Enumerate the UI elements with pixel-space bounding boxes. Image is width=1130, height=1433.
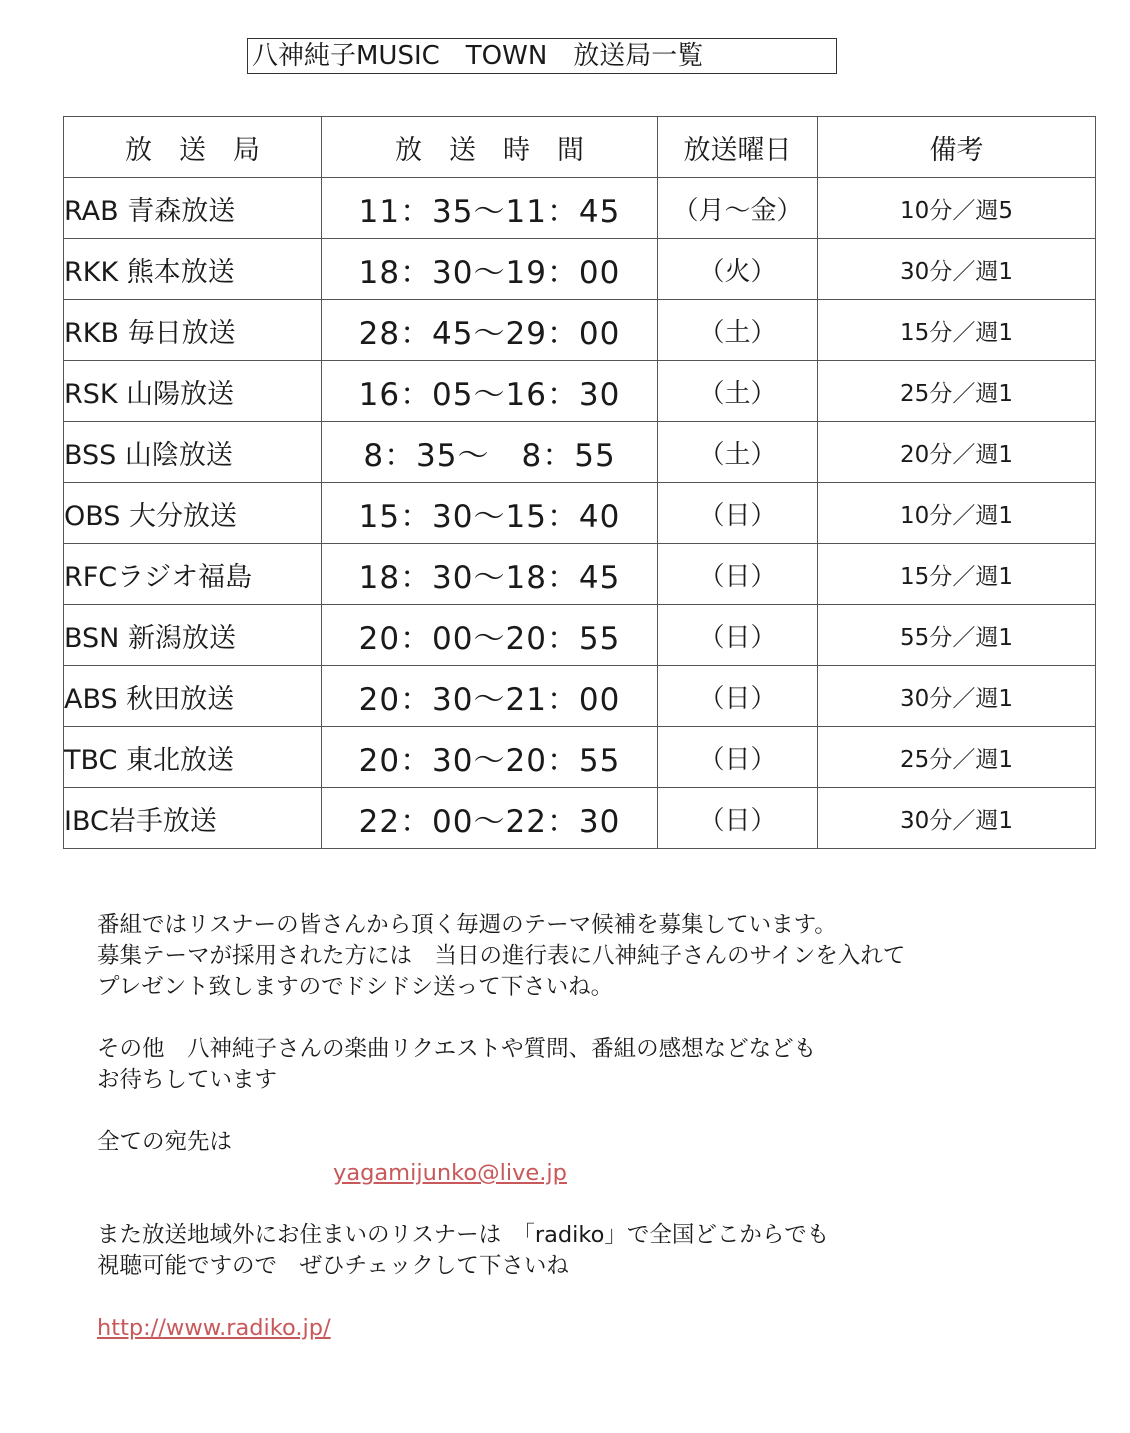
request-text: その他 八神純子さんの楽曲リクエストや質問、番組の感想などなども xyxy=(97,1036,817,1062)
time-cell: 8：35～ 8：55 xyxy=(322,422,658,483)
note-cell: 10分／週5 xyxy=(818,178,1096,239)
table-row xyxy=(64,300,1096,361)
note-cell: 30分／週1 xyxy=(818,788,1096,849)
day-cell: （土） xyxy=(658,422,818,483)
table-row xyxy=(64,483,1096,544)
theme-recruit-text: 番組ではリスナーの皆さんから頂く毎週のテーマ候補を募集しています。 xyxy=(97,912,837,938)
header-note: 備考 xyxy=(818,117,1096,178)
time-cell: 20：30～21：00 xyxy=(322,666,658,727)
day-cell: （日） xyxy=(658,727,818,788)
table-row xyxy=(64,361,1096,422)
spacer xyxy=(97,1282,1097,1313)
radiko-check-text: 視聴可能ですので ぜひチェックして下さいね xyxy=(97,1253,569,1279)
day-cell: （日） xyxy=(658,483,818,544)
note-cell: 25分／週1 xyxy=(818,727,1096,788)
station-cell: RKK 熊本放送 xyxy=(64,239,322,300)
time-cell: 16：05～16：30 xyxy=(322,361,658,422)
station-cell: IBC岩手放送 xyxy=(64,788,322,849)
note-cell: 30分／週1 xyxy=(818,666,1096,727)
day-cell: （土） xyxy=(658,361,818,422)
note-cell: 25分／週1 xyxy=(818,361,1096,422)
header-day: 放送曜日 xyxy=(658,117,818,178)
document-title: 八神純子MUSIC TOWN 放送局一覧 xyxy=(247,38,837,74)
notes-section xyxy=(97,910,1097,1344)
table-row xyxy=(64,727,1096,788)
spacer xyxy=(97,1096,1097,1127)
time-cell: 28：45～29：00 xyxy=(322,300,658,361)
station-cell: OBS 大分放送 xyxy=(64,483,322,544)
day-cell: （月～金） xyxy=(658,178,818,239)
waiting-text: お待ちしています xyxy=(97,1067,278,1093)
day-cell: （日） xyxy=(658,788,818,849)
time-cell: 15：30～15：40 xyxy=(322,483,658,544)
time-cell: 18：30～19：00 xyxy=(322,239,658,300)
day-cell: （火） xyxy=(658,239,818,300)
address-label: 全ての宛先は xyxy=(97,1129,233,1155)
spacer xyxy=(97,1003,1097,1034)
header-station: 放 送 局 xyxy=(64,117,322,178)
table-row xyxy=(64,239,1096,300)
station-cell: RFCラジオ福島 xyxy=(64,544,322,605)
note-cell: 30分／週1 xyxy=(818,239,1096,300)
note-cell: 15分／週1 xyxy=(818,544,1096,605)
station-cell: RSK 山陽放送 xyxy=(64,361,322,422)
day-cell: （日） xyxy=(658,605,818,666)
note-cell: 10分／週1 xyxy=(818,483,1096,544)
note-cell: 20分／週1 xyxy=(818,422,1096,483)
station-cell: ABS 秋田放送 xyxy=(64,666,322,727)
table-row xyxy=(64,788,1096,849)
station-cell: BSN 新潟放送 xyxy=(64,605,322,666)
time-cell: 20：00～20：55 xyxy=(322,605,658,666)
theme-adopted-text: 募集テーマが採用された方には 当日の進行表に八神純子さんのサインを入れて xyxy=(97,943,906,969)
note-cell: 15分／週1 xyxy=(818,300,1096,361)
table-row xyxy=(64,422,1096,483)
day-cell: （日） xyxy=(658,666,818,727)
header-time: 放 送 時 間 xyxy=(322,117,658,178)
station-cell: TBC 東北放送 xyxy=(64,727,322,788)
email-line xyxy=(97,1158,1097,1189)
spacer xyxy=(97,1189,1097,1220)
day-cell: （日） xyxy=(658,544,818,605)
station-cell: RAB 青森放送 xyxy=(64,178,322,239)
time-cell: 18：30～18：45 xyxy=(322,544,658,605)
table-row xyxy=(64,178,1096,239)
table-header-row xyxy=(64,117,1096,178)
table-row xyxy=(64,605,1096,666)
time-cell: 20：30～20：55 xyxy=(322,727,658,788)
radiko-url-link[interactable]: http://www.radiko.jp/ xyxy=(97,1315,331,1341)
time-cell: 22：00～22：30 xyxy=(322,788,658,849)
station-cell: RKB 毎日放送 xyxy=(64,300,322,361)
day-cell: （土） xyxy=(658,300,818,361)
url-line xyxy=(97,1313,1097,1344)
present-text: プレゼント致しますのでドシドシ送って下さいね。 xyxy=(97,974,614,1000)
station-schedule-table xyxy=(63,116,1096,849)
table-row xyxy=(64,666,1096,727)
radiko-text: また放送地域外にお住まいのリスナーは 「radiko」で全国どこからでも xyxy=(97,1222,830,1248)
table-row xyxy=(64,544,1096,605)
email-link[interactable]: yagamijunko@live.jp xyxy=(333,1160,567,1186)
time-cell: 11：35～11：45 xyxy=(322,178,658,239)
note-cell: 55分／週1 xyxy=(818,605,1096,666)
station-cell: BSS 山陰放送 xyxy=(64,422,322,483)
